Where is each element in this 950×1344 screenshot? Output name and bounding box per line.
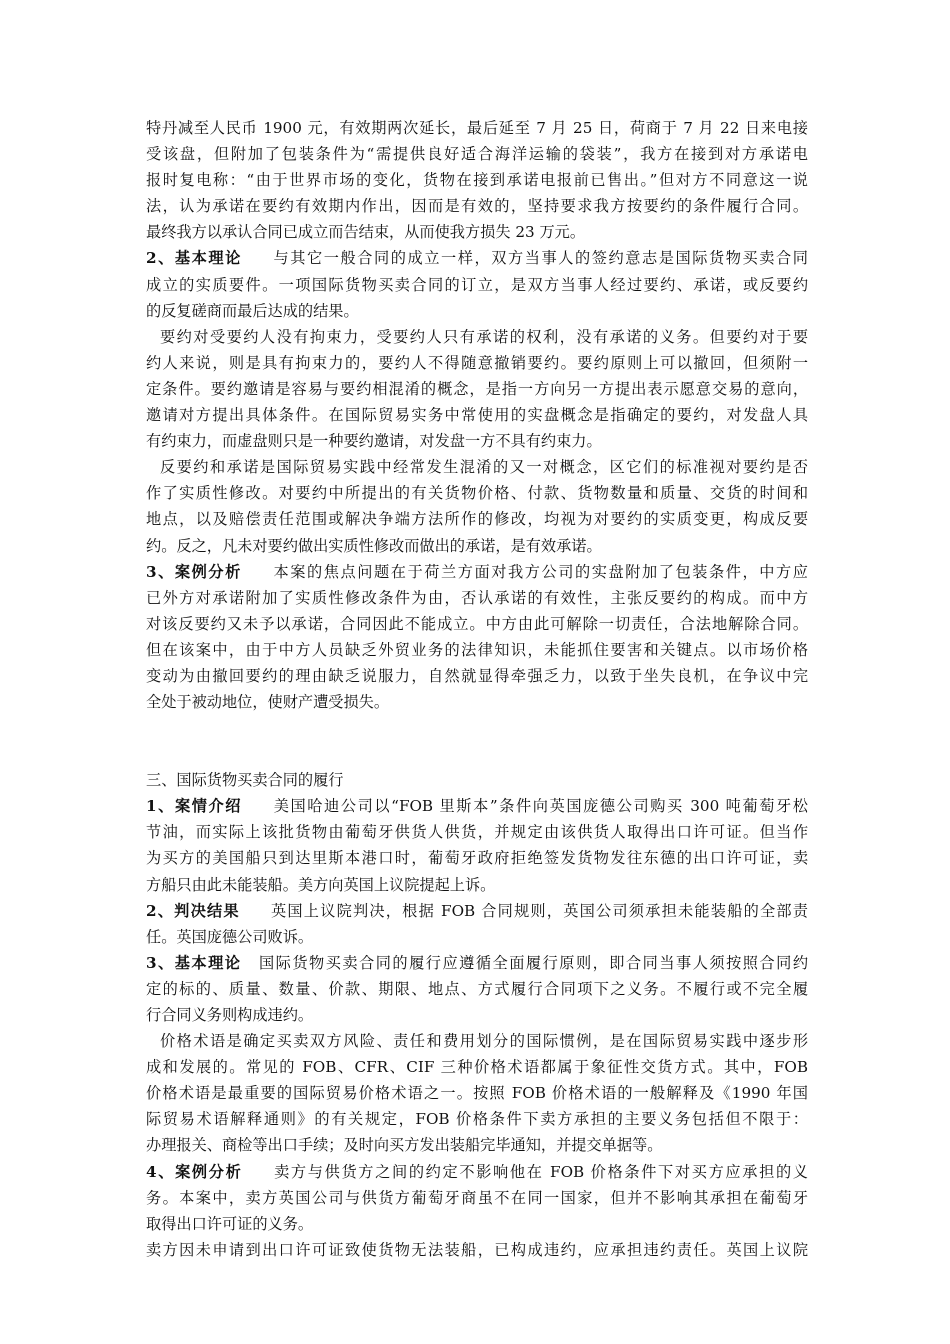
body-line: 最终我方以承认合同已成立而告结束，从而使我方损失 23 万元。 — [146, 223, 586, 242]
document-page — [146, 115, 808, 1263]
body-line: 办理报关、商检等出口手续；及时向买方发出装船完毕通知，并提交单据等。 — [146, 1136, 663, 1155]
analysis-paragraph-first-line — [146, 559, 808, 585]
body-line: 定条件。要约邀请是容易与要约相混淆的概念，是指一方向另一方提出表示愿意交易的意向， — [146, 379, 808, 398]
body-line: 约。反之，凡未对要约做出实质性修改而做出的承诺，是有效承诺。 — [146, 536, 602, 555]
body-line: 务。本案中，卖方英国公司与供货方葡萄牙商虽不在同一国家，但并不影响其承担在葡萄牙 — [146, 1188, 808, 1207]
body-text: 国际货物买卖合同的履行应遵循全面履行原则，即合同当事人须按照合同约 — [257, 953, 809, 972]
body-line: 变动为由撤回要约的理由缺乏说服力，自然就显得牵强乏力，以致于坐失良机，在争议中完 — [146, 666, 808, 685]
body-line: 际贸易术语解释通则》的有关规定，FOB 价格条件下卖方承担的主要义务包括但不限于： — [146, 1110, 808, 1129]
body-line: 节油，而实际上该批货物由葡萄牙供货人供货，并规定由该供货人取得出口许可证。但当作 — [146, 823, 808, 842]
body-line: 有约束力，而虚盘则只是一种要约邀请，对发盘一方不具有约束力。 — [146, 432, 602, 451]
section-title: 三、国际货物买卖合同的履行 — [146, 771, 344, 790]
theory3-heading: 3、基本理论 — [146, 953, 242, 972]
body-line: 地点，以及赔偿责任范围或解决争端方法所作的修改，均视为对要约的实质变更，构成反要 — [146, 510, 808, 529]
body-line: 为买方的美国船只到达里斯本港口时，葡萄牙政府拒绝签发货物发往东德的出口许可证，卖 — [146, 849, 808, 868]
analysis4-heading: 4、案例分析 — [146, 1162, 243, 1181]
body-line: 任。英国庞德公司败诉。 — [146, 927, 314, 946]
theory3-paragraph-first-line — [146, 950, 808, 976]
body-line: 取得出口许可证的义务。 — [146, 1214, 314, 1233]
body-line: 法，认为承诺在要约有效期内作出，因而是有效的，坚持要求我方按要约的条件履行合同。 — [146, 197, 808, 216]
case-paragraph-first-line — [146, 793, 808, 819]
body-line: 卖方因未申请到出口许可证致使货物无法装船，已构成违约，应承担违约责任。英国上议院 — [146, 1240, 808, 1259]
body-line: 价格术语是确定买卖双方风险、责任和费用划分的国际惯例，是在国际贸易实践中逐步形 — [160, 1032, 808, 1051]
section-gap — [146, 715, 808, 767]
analysis4-paragraph-first-line — [146, 1159, 808, 1185]
body-line: 对该反要约又未予以承诺，合同因此不能成立。中方由此可解除一切责任，合法地解除合同。 — [146, 614, 808, 633]
body-line: 行合同义务则构成违约。 — [146, 1006, 314, 1024]
theory-paragraph-first-line — [146, 245, 808, 271]
verdict-heading: 2、判决结果 — [146, 901, 240, 920]
body-line: 已外方对承诺附加了实质性修改条件为由，否认承诺的有效性，主张反要约的构成。而中方 — [146, 588, 808, 607]
body-line: 报时复电称：“由于世界市场的变化，货物在接到承诺电报前已售出。”但对方不同意这一说 — [146, 171, 808, 190]
body-line: 但在该案中，由于中方人员缺乏外贸业务的法律知识，未能抓住要害和关键点。以市场价格 — [146, 640, 808, 659]
body-line: 的反复磋商而最后达成的结果。 — [146, 301, 359, 320]
body-line: 特丹减至人民币 1900 元，有效期两次延长，最后延至 7 月 25 日，荷商于 7 月 22 日来电接 — [146, 119, 808, 137]
body-line: 邀请对方提出具体条件。在国际贸易实务中常使用的实盘概念是指确定的要约，对发盘人具 — [146, 406, 808, 425]
analysis-heading: 3、案例分析 — [146, 562, 242, 581]
body-line: 要约对受要约人没有拘束力，受要约人只有承诺的权利，没有承诺的义务。但要约对于要 — [160, 327, 808, 346]
body-text: 美国哈迪公司以“FOB 里斯本”条件向英国庞德公司购买 300 吨葡萄牙松 — [272, 797, 808, 816]
theory-heading: 2、基本理论 — [146, 249, 242, 268]
body-text: 英国上议院判决，根据 FOB 合同规则，英国公司须承担未能装船的全部责 — [269, 901, 808, 920]
body-text: 本案的焦点问题在于荷兰方面对我方公司的实盘附加了包装条件，中方应 — [271, 562, 808, 581]
case-heading: 1、案情介绍 — [146, 797, 243, 816]
body-line: 方船只由此未能装船。美方向英国上议院提起上诉。 — [146, 875, 496, 894]
body-line: 全处于被动地位，使财产遭受损失。 — [146, 693, 389, 712]
body-line: 约人来说，则是具有拘束力的，要约人不得随意撤销要约。要约原则上可以撤回，但须附一 — [146, 353, 808, 372]
body-text: 与其它一般合同的成立一样，双方当事人的签约意志是国际货物买卖合同 — [271, 249, 808, 268]
body-line: 价格术语是最重要的国际贸易价格术语之一。按照 FOB 价格术语的一般解释及《1990 年国 — [146, 1084, 808, 1103]
body-line: 定的标的、质量、数量、价款、期限、地点、方式履行合同项下之义务。不履行或不完全履 — [146, 979, 808, 998]
body-line: 受该盘，但附加了包装条件为“需提供良好适合海洋运输的袋装”，我方在接到对方承诺电 — [146, 145, 808, 164]
body-line: 作了实质性修改。对要约中所提出的有关货物价格、付款、货物数量和质量、交货的时间和 — [146, 484, 808, 503]
body-line: 反要约和承诺是国际贸易实践中经常发生混淆的又一对概念，区它们的标准视对要约是否 — [160, 458, 808, 477]
body-text: 卖方与供货方之间的约定不影响他在 FOB 价格条件下对买方应承担的义 — [272, 1162, 808, 1181]
body-line: 成立的实质要件。一项国际货物买卖合同的订立，是双方当事人经过要约、承诺，或反要约 — [146, 275, 808, 294]
body-line: 成和发展的。常见的 FOB、CFR、CIF 三种价格术语都属于象征性交货方式。其中，FOB — [146, 1058, 808, 1077]
verdict-paragraph-first-line — [146, 898, 808, 924]
